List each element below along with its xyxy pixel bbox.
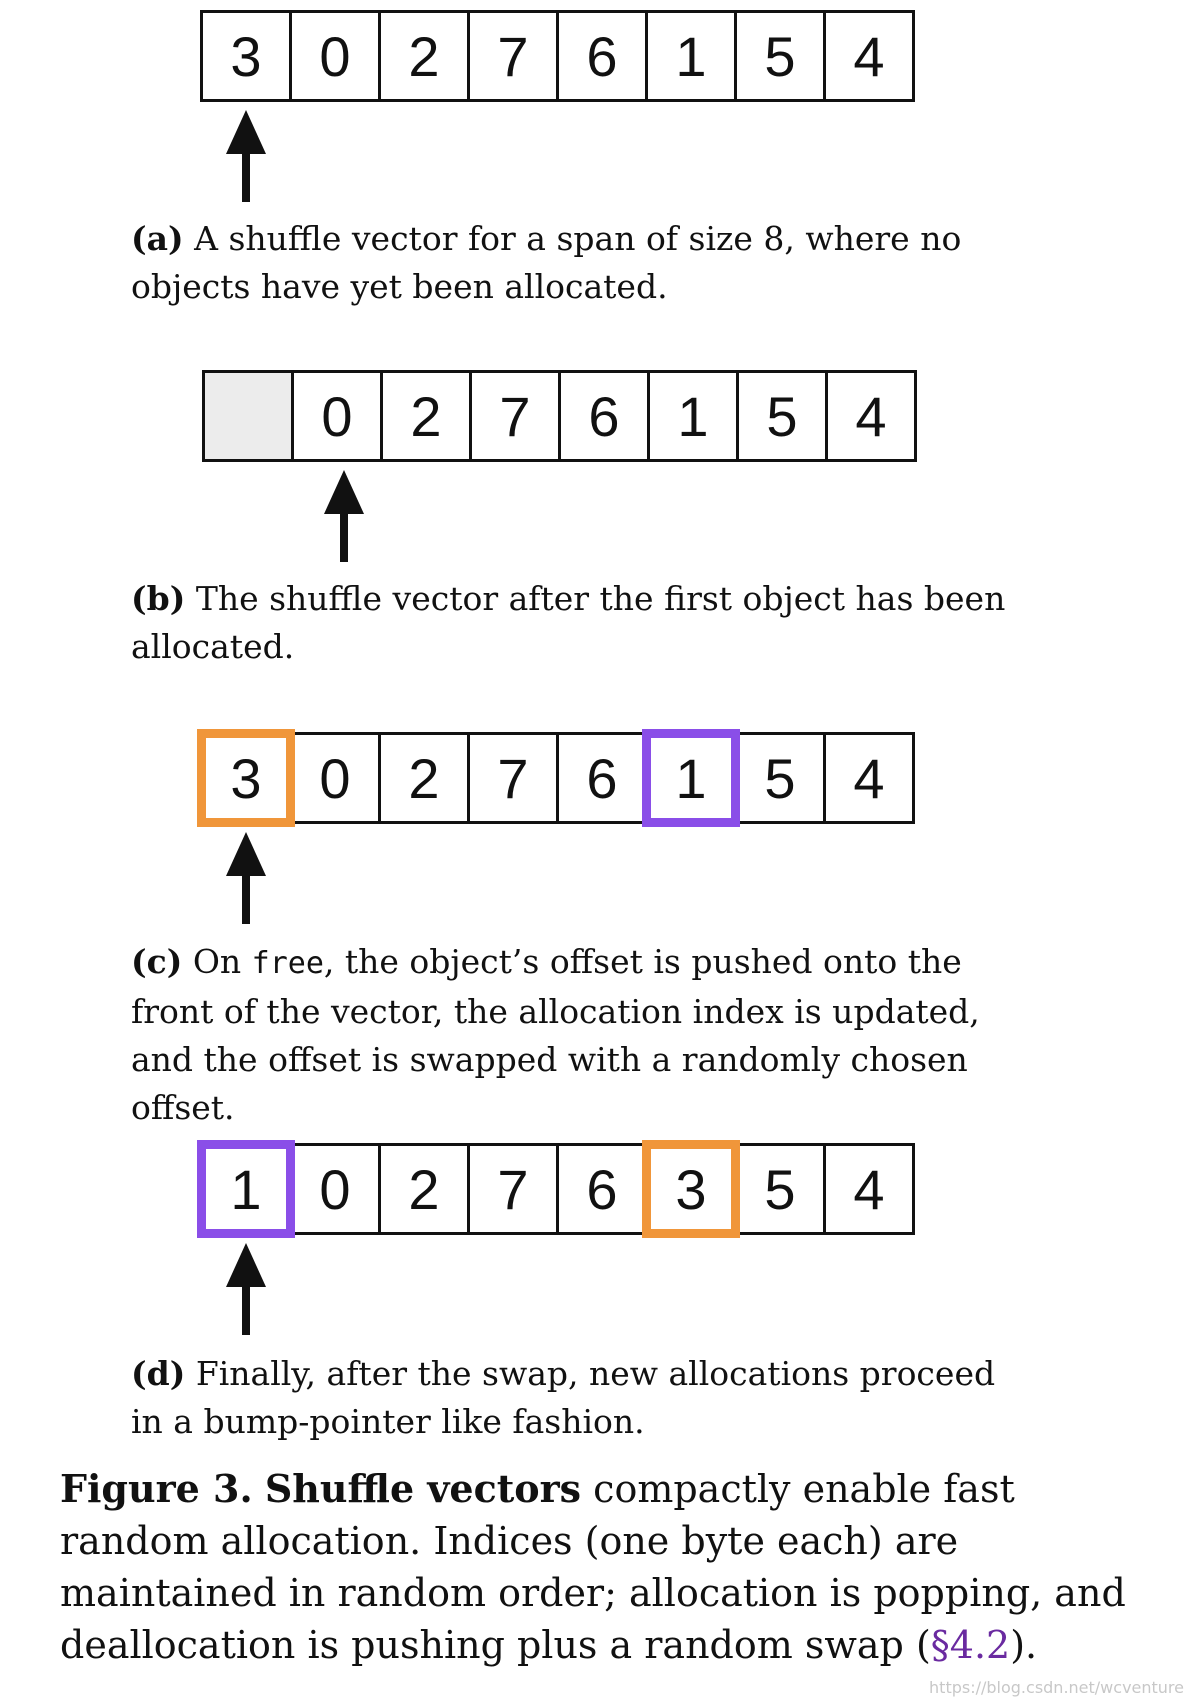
vector-cell: 0 (289, 732, 381, 824)
caption-c (131, 938, 1031, 1132)
vector-cell: 1 (645, 10, 737, 102)
vector-cell-orange: 3 (200, 732, 292, 824)
vector-cell: 2 (380, 370, 472, 462)
vector-cell: 4 (823, 10, 915, 102)
vector-cell: 5 (734, 10, 826, 102)
section-reference-link[interactable]: §4.2 (930, 1623, 1011, 1667)
vector-cell-purple: 1 (645, 732, 737, 824)
caption-label: (c) (131, 942, 183, 981)
caption-label: (a) (131, 219, 184, 258)
vector-cell: 6 (556, 732, 648, 824)
vector-cell-purple: 1 (200, 1143, 292, 1235)
caption-label: (d) (131, 1354, 186, 1393)
shuffle-vector-a (200, 10, 915, 102)
vector-cell-empty (202, 370, 294, 462)
figure-caption (60, 1463, 1140, 1671)
vector-cell: 2 (378, 10, 470, 102)
vector-cell-orange: 3 (645, 1143, 737, 1235)
pointer-arrow-icon (226, 832, 266, 924)
vector-cell: 4 (823, 732, 915, 824)
vector-cell: 0 (289, 10, 381, 102)
vector-cell: 5 (736, 370, 828, 462)
figure-text: compactly enable fast random allocation. Indices (one byte each) are maintained in random order; allocation is popping, and deallocation is pushing plus a random swap ( (60, 1467, 1126, 1667)
shuffle-vector-c (200, 732, 915, 824)
caption-b (131, 575, 1031, 671)
caption-text: Finally, after the swap, new allocations proceed in a bump-pointer like fashion. (131, 1354, 996, 1441)
vector-cell: 5 (734, 732, 826, 824)
vector-cell: 6 (556, 1143, 648, 1235)
figure-label: Figure 3. (60, 1466, 253, 1511)
figure-text-end: ). (1010, 1623, 1038, 1667)
caption-prefix: On (192, 942, 242, 981)
pointer-arrow-icon (226, 1243, 266, 1335)
caption-d (131, 1350, 1031, 1446)
pointer-arrow-icon (226, 110, 266, 202)
caption-text: A shuffle vector for a span of size 8, where no objects have yet been allocated. (131, 219, 962, 306)
caption-a (131, 215, 1031, 311)
pointer-arrow-icon (324, 470, 364, 562)
vector-cell: 7 (469, 370, 561, 462)
vector-cell: 2 (378, 1143, 470, 1235)
caption-label: (b) (131, 579, 186, 618)
shuffle-vector-b (202, 370, 917, 462)
vector-cell: 6 (556, 10, 648, 102)
vector-cell: 0 (289, 1143, 381, 1235)
vector-cell: 6 (558, 370, 650, 462)
vector-cell: 7 (467, 10, 559, 102)
vector-cell: 0 (291, 370, 383, 462)
vector-cell: 4 (823, 1143, 915, 1235)
caption-code: free (251, 946, 324, 981)
vector-cell: 1 (647, 370, 739, 462)
vector-cell: 7 (467, 1143, 559, 1235)
shuffle-vector-d (200, 1143, 915, 1235)
vector-cell: 3 (200, 10, 292, 102)
caption-text: The shuffle vector after the first object has been allocated. (131, 579, 1006, 666)
figure-title: Shuffle vectors (264, 1466, 582, 1511)
vector-cell: 4 (825, 370, 917, 462)
watermark: https://blog.csdn.net/wcventure (929, 1678, 1184, 1697)
caption-text: , the object’s offset is pushed onto the front of the vector, the allocation index is updated, and the offset is swapped with a randomly chosen offset. (131, 942, 980, 1127)
vector-cell: 5 (734, 1143, 826, 1235)
vector-cell: 2 (378, 732, 470, 824)
vector-cell: 7 (467, 732, 559, 824)
